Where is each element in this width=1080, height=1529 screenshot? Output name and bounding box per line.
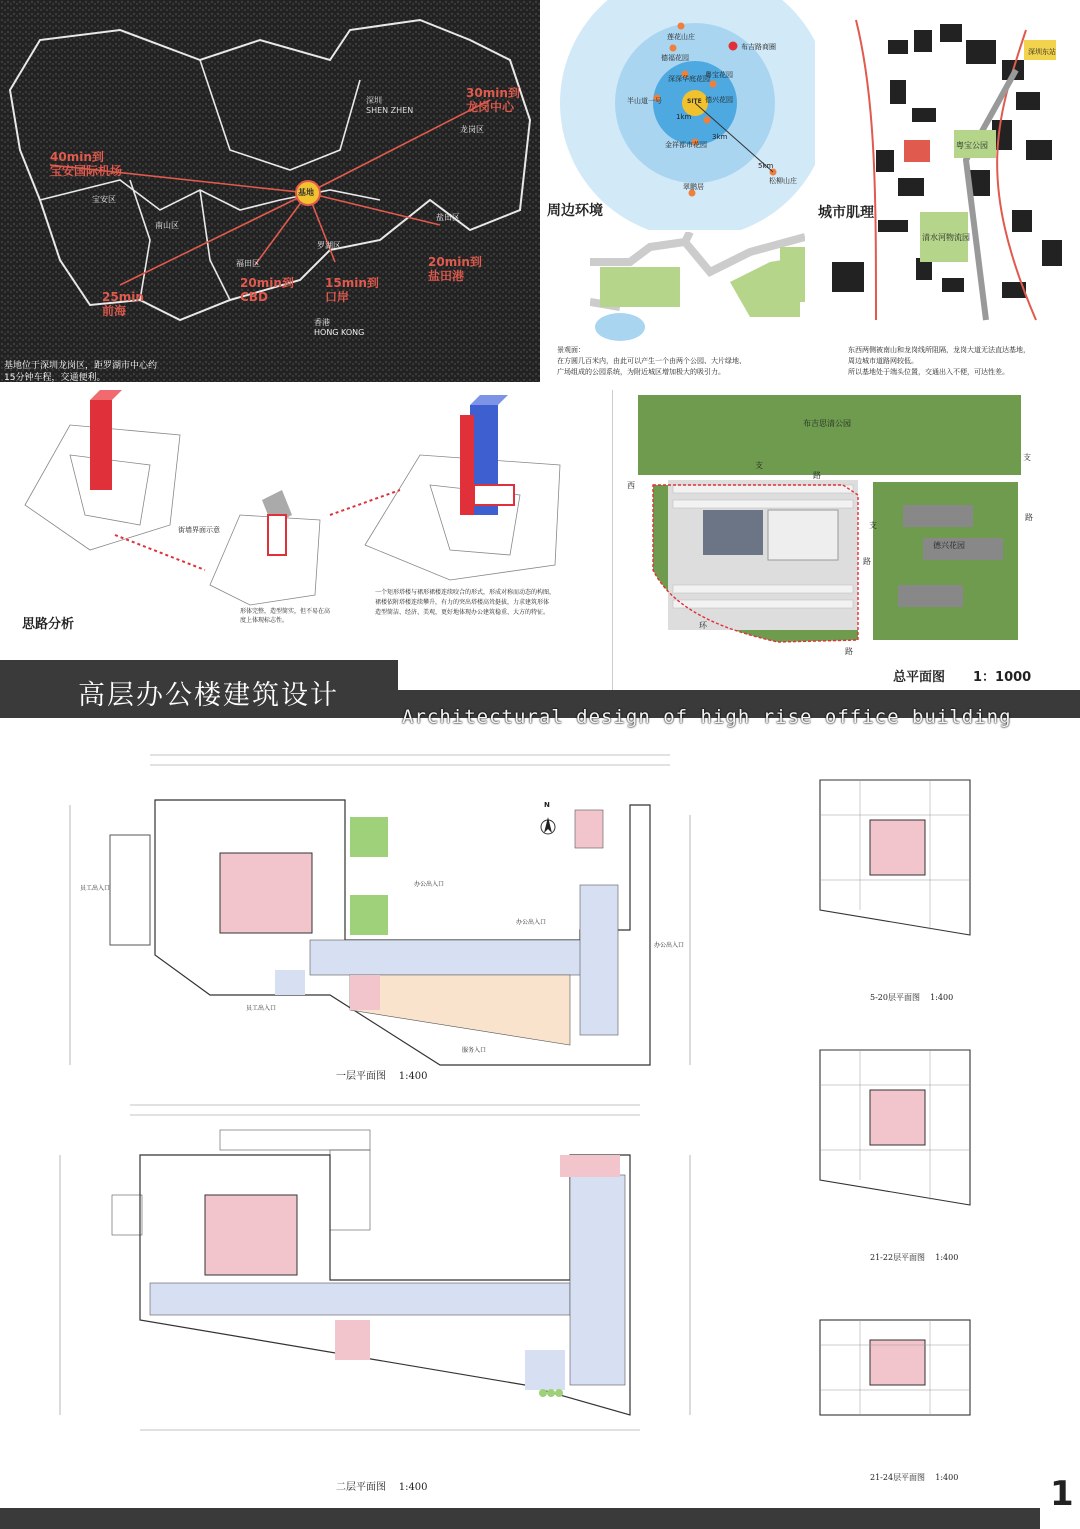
typical-plan-c [790, 1295, 990, 1495]
typical-c-caption: 21-24层平面图 1:400 [870, 1473, 959, 1482]
second-plan-caption: 二层平面图 1:400 [336, 1482, 428, 1493]
shenzhen-label: 深圳 SHEN ZHEN [366, 96, 414, 115]
place-0: 莲花山庄 [667, 33, 695, 41]
concept-note-street: 街墙界面示意 [178, 526, 220, 534]
route-label-qianhai: 25min 前海 [102, 290, 144, 318]
site-plan-graphic [613, 390, 1080, 650]
site-plan-title: 总平面图 [893, 670, 946, 685]
station-label: 深圳东站 [1028, 48, 1056, 56]
ground-floor-plan [50, 745, 710, 1085]
district-longgang: 龙岗区 [460, 125, 484, 134]
route-label-airport: 40min到 宝安国际机场 [50, 150, 123, 178]
concept-note-form: 形体完整，造型简实，但不易在高 度上体现标志性。 [240, 608, 331, 624]
site-plan-scale: 1：1000 [973, 670, 1032, 685]
page-number: 1 [1050, 1474, 1074, 1514]
ring-3km-label: 3km [712, 133, 728, 141]
ground-entry-3: 员工出入口 [246, 1005, 277, 1012]
hk-label: 香港 HONG KONG [314, 318, 365, 337]
road-label-7: 支 [1023, 453, 1031, 462]
typical-a-caption: 5-20层平面图 1:400 [870, 993, 954, 1002]
banner-title-en: Architectural design of high rise office building [402, 706, 1012, 728]
road-label-4: 路 [845, 647, 853, 656]
ground-entry-2: 办公出入口 [516, 919, 547, 926]
place-3: 粤宝花园 [705, 71, 733, 79]
typical-plan-a [790, 760, 990, 1010]
district-nanshan: 南山区 [155, 221, 179, 230]
site-plan-panel [612, 390, 1080, 690]
place-1: 德福花园 [661, 54, 689, 62]
park2-label: 清水河物流园 [922, 233, 970, 242]
route-label-cbd: 20min到 CBD [240, 276, 294, 304]
ground-entry-5: 办公出入口 [654, 942, 685, 949]
road-label-8: 路 [1025, 513, 1033, 522]
ground-entry-4: 服务入口 [462, 1047, 487, 1054]
ground-plan-caption: 一层平面图 1:400 [336, 1071, 428, 1082]
place-7: 翠鹏居 [683, 183, 704, 191]
map-caption: 基地位于深圳龙岗区，距罗湖市中心约 15分钟车程，交通便利。 [4, 361, 158, 382]
site-garden-label: 德兴花园 [933, 541, 965, 550]
ground-floor-drawing [50, 745, 710, 1075]
district-luohu: 罗湖区 [317, 241, 341, 250]
route-label-yantian: 20min到 盐田港 [428, 255, 482, 283]
place-6: 金祥都市花园 [665, 141, 707, 149]
north-label: N [544, 801, 550, 809]
second-floor-plan [50, 1095, 710, 1495]
typical-plan-b-drawing [790, 1030, 990, 1230]
park-caption: 景观面： 在方圆几百米内，由此可以产生一个由两个公园、大片绿地、 广场组成的公园系统，为附近城区增加极大的吸引力。 [557, 346, 746, 376]
road-label-1: 路 [813, 471, 821, 480]
banner-title-cn: 高层办公楼建筑设计 [78, 680, 339, 711]
district-yantian: 盐田区 [436, 213, 460, 222]
park-system-graphic [590, 232, 805, 342]
ground-entry-1: 办公出入口 [414, 881, 445, 888]
surroundings-title: 周边环境 [547, 203, 603, 219]
place-5: 德兴花园 [705, 96, 733, 104]
park1-label: 粤宝公园 [956, 141, 988, 150]
concept-panel [0, 385, 610, 660]
ring-5km-label: 5km [758, 162, 774, 170]
typical-plan-a-drawing [790, 760, 990, 960]
place-9: 布吉路商圈 [741, 43, 776, 51]
route-label-longgang: 30min到 龙岗中心 [466, 86, 520, 114]
typical-b-caption: 21-22层平面图 1:400 [870, 1253, 959, 1262]
site-label: 基地 [298, 188, 314, 197]
typical-plan-c-drawing [790, 1295, 990, 1435]
typical-plan-b [790, 1030, 990, 1270]
texture-panel [816, 0, 1080, 385]
ring-1km-label: 1km [676, 113, 692, 121]
road-label-6: 路 [863, 557, 871, 566]
concept-note-main: 一个矩形塔楼与裙形裙楼连续咬合的形式，形成对称而动态的构图， 裙楼依附塔楼连续攀升，有力的突出塔楼高耸挺拔，力求建筑形体 造型简洁、经济、美观，更好地体现办公建筑稳重、大方的特征。 [375, 589, 556, 616]
footer-bar [0, 1508, 1080, 1529]
place-4: 半山道一号 [627, 97, 662, 105]
site-marker-label: SITE [687, 98, 702, 105]
texture-caption: 东西两侧被南山和龙岗线所阻隔，龙岗大道无法直达基地， 周边城市道路网较低。 所以基地处于端头位置，交通出入不便，可达性差。 [848, 346, 1030, 376]
site-park-label: 布吉思清公园 [803, 419, 851, 428]
ground-entry-0: 员工出入口 [80, 885, 111, 892]
city-map-graphic [0, 0, 540, 382]
district-futian: 福田区 [236, 259, 260, 268]
second-floor-drawing [50, 1095, 710, 1455]
route-label-port: 15min到 口岸 [325, 276, 379, 304]
place-8: 松柳山庄 [769, 177, 797, 185]
road-label-5: 支 [869, 521, 877, 530]
road-label-3: 环 [699, 621, 707, 630]
concept-title: 思路分析 [22, 617, 75, 632]
surroundings-panel [545, 0, 815, 385]
place-2: 深深华庭花园 [668, 75, 710, 83]
texture-title: 城市肌理 [818, 205, 874, 221]
district-baoan: 宝安区 [92, 195, 116, 204]
road-label-0: 支 [755, 461, 763, 470]
city-map-panel [0, 0, 540, 382]
road-label-2: 西 [627, 481, 635, 490]
